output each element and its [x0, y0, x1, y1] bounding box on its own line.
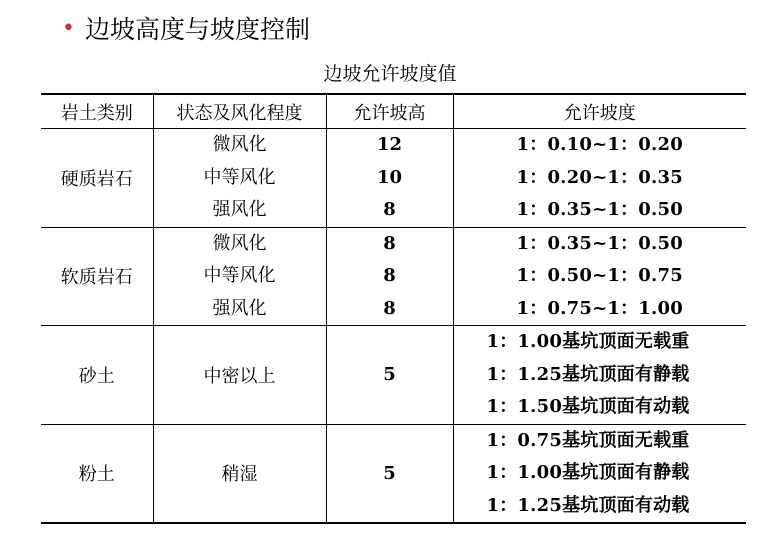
slope-value: 1：0.75基坑顶面无载重 [486, 429, 690, 451]
table-caption: 边坡允许坡度值 [323, 63, 457, 85]
category-cell: 硬质岩石 [41, 129, 153, 228]
table-row [41, 424, 746, 523]
state-value: 中等风化 [203, 265, 276, 286]
state-value: 强风化 [212, 297, 267, 319]
state-cell: 稍湿 [153, 424, 326, 523]
slope-cell [453, 227, 746, 326]
state-value: 微风化 [212, 232, 267, 254]
slope-value: 1：0.35~1：0.50 [516, 199, 683, 220]
height-value: 8 [383, 232, 396, 254]
height-value: 8 [383, 265, 396, 286]
slope-table [41, 93, 746, 524]
height-cell: 5 [326, 326, 453, 425]
height-value: 10 [376, 166, 403, 188]
state-value: 强风化 [212, 199, 267, 220]
slope-value: 1：1.25基坑顶面有动载 [486, 494, 690, 516]
slope-cell [453, 326, 746, 425]
slope-cell [453, 424, 746, 523]
slope-value: 1：0.35~1：0.50 [516, 232, 683, 254]
state-cell: 中密以上 [153, 326, 326, 425]
category-cell: 砂土 [41, 326, 153, 425]
slope-value: 1：1.00基坑顶面无载重 [486, 331, 690, 352]
slope-value: 1：0.75~1：1.00 [516, 297, 683, 319]
slope-cell [453, 129, 746, 228]
header-category: 岩土类别 [41, 94, 153, 129]
category-cell: 粉土 [41, 424, 153, 523]
header-height: 允许坡高 [326, 94, 453, 129]
table-row [41, 227, 746, 326]
bullet-icon: • [62, 15, 75, 41]
height-cell [326, 129, 453, 228]
height-value: 12 [376, 134, 403, 155]
slope-value: 1：1.50基坑顶面有动载 [486, 396, 690, 417]
header-slope: 允许坡度 [453, 94, 746, 129]
height-cell: 5 [326, 424, 453, 523]
height-value: 8 [383, 199, 396, 220]
slide-heading [62, 8, 310, 48]
height-value: 8 [383, 297, 396, 319]
slope-value: 1：0.20~1：0.35 [516, 166, 683, 188]
state-cell [153, 129, 326, 228]
slope-value: 1：1.25基坑顶面有静载 [486, 363, 690, 385]
slope-value: 1：1.00基坑顶面有静载 [486, 462, 690, 483]
table-row [41, 129, 746, 228]
state-value: 中等风化 [203, 166, 276, 188]
table-row [41, 326, 746, 425]
slope-value: 1：0.50~1：0.75 [516, 265, 683, 286]
header-state: 状态及风化程度 [153, 94, 326, 129]
height-cell [326, 227, 453, 326]
state-cell [153, 227, 326, 326]
header-row [41, 94, 746, 129]
category-cell: 软质岩石 [41, 227, 153, 326]
state-value: 微风化 [212, 134, 267, 155]
slope-value: 1：0.10~1：0.20 [516, 134, 683, 155]
heading-text: 边坡高度与坡度控制 [84, 15, 310, 44]
